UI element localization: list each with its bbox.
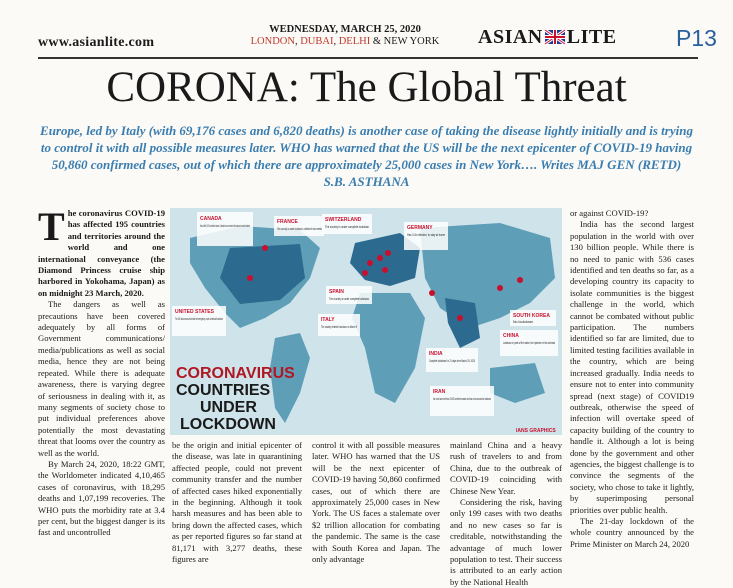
callout-india bbox=[426, 348, 478, 372]
city-new-york: NEW YORK bbox=[383, 36, 440, 47]
svg-text:CANADA: CANADA bbox=[200, 216, 222, 222]
pin-china bbox=[497, 285, 503, 291]
article-column-4 bbox=[450, 440, 562, 587]
svg-text:The country is under lockdown,: The country is under lockdown, confined to two weeks bbox=[277, 227, 323, 231]
svg-text:CHINA: CHINA bbox=[503, 333, 519, 339]
svg-text:SOUTH KOREA: SOUTH KOREA bbox=[513, 313, 550, 319]
paragraph: be the origin and initial epicenter of the disease, was late in quarantining affected people, could not prevent community transfer and the number of affected cases hiked exponentially in the beginning. Although it took harsh measures and has been able to bring down the affected cases, which as per reported figures so far stand at 81,171 with 3,277 deaths, these figures are bbox=[172, 440, 302, 565]
drop-cap: T bbox=[38, 204, 65, 249]
svg-text:Iran now has more than 23,000: Iran now has more than 23,000 confirmed cases and has not announced a lockdown bbox=[433, 397, 492, 401]
svg-text:No lockdown: No lockdown bbox=[513, 320, 534, 324]
deck-standfirst: Europe, led by Italy (with 69,176 cases and 6,820 deaths) is another case of taking the disease lightly initially and is trying to control it with all possible measures later. WHO has warned that the US will be the next epicenter of COVID-19 having 50,860 confirmed cases, out of which there are approximately 25,000 cases in New York…. Writes MAJ GEN (RETD) S.B. ASTHANA bbox=[40, 123, 693, 189]
svg-text:Has a little 1,500 confirmed c: Has a little 1,500 confirmed cases, Canada has now closed its borders to most travellers bbox=[200, 224, 251, 228]
paragraph: or against COVID-19? bbox=[570, 208, 649, 218]
lede-paragraph: he coronavirus COVID-19 has affected 195 countries and territories around the world and one international conveyance (the Diamond Princess cruise ship harbored in Yokohama, Japan) as on midnight 23 March, 2020. bbox=[38, 208, 165, 298]
issue-date: WEDNESDAY, MARCH 25, 2020 bbox=[269, 24, 421, 35]
pin-france bbox=[367, 260, 373, 266]
paragraph: mainland China and a heavy rush of travelers to and from China, due to the outbreak of COVID-19 coinciding with Chinese New Year. bbox=[450, 440, 562, 496]
svg-text:The country is under complete: The country is under complete lockdown bbox=[325, 225, 370, 229]
pin-canada bbox=[262, 245, 268, 251]
svg-text:ITALY: ITALY bbox=[321, 317, 335, 323]
header-rule bbox=[38, 57, 698, 59]
edition-cities: LONDON, DUBAI, DELHI & NEW YORK bbox=[250, 36, 440, 47]
paragraph: control it with all possible measures later. WHO has warned that the US will be the next epicenter of COVID-19 having 50,860 confirmed cases, out of which there are approximately 25,000 cases in New York. The US faces a stalemate over $2 trillion allocation for combating the pandemic. The same is the case with South Korea and Japan. The only advantage bbox=[312, 440, 440, 565]
brand-right: LITE bbox=[566, 26, 617, 48]
callout-united-states bbox=[172, 306, 226, 336]
article-column-1 bbox=[38, 204, 165, 580]
dateline bbox=[220, 24, 470, 48]
callout-france bbox=[274, 216, 324, 236]
svg-text:The US has announced a state o: The US has announced a state of emergency, under a national lockdown bbox=[175, 317, 224, 321]
map-title-line-2: COUNTRIES bbox=[176, 382, 271, 399]
lockdown-map-graphic bbox=[170, 208, 562, 435]
map-title-line-1: CORONAVIRUS bbox=[176, 365, 295, 382]
pin-italy bbox=[382, 267, 388, 273]
svg-text:INDIA: INDIA bbox=[429, 351, 443, 357]
graphic-credit: IANS GRAPHICS bbox=[516, 428, 556, 434]
svg-text:The country entered lockdown o: The country entered lockdown on March 9 bbox=[321, 325, 358, 329]
callout-italy bbox=[318, 314, 360, 336]
svg-text:Has 3.1k infected, to stay at: Has 3.1k infected, to stay at home bbox=[407, 233, 446, 237]
map-title-line-3: UNDER bbox=[200, 399, 257, 416]
pin-spain bbox=[362, 270, 368, 276]
callout-china bbox=[500, 330, 558, 356]
pin-south-korea bbox=[517, 277, 523, 283]
callout-canada bbox=[197, 212, 253, 246]
paragraph: India has the second largest population in the world with over 130 billion people. While there is no need to panic with 536 cases identified and ten deaths so far, as a developing country its capacity to isolate communities is the biggest challenge in the world, which cannot be combated without public participation. The numbers identified so far are limited, due to limited testing facilities available in the country, which are being increased gradually. India needs to ensure not to enter into community spread (next stage) of COVID19 outbreak, otherwise the speed of infection will overtake speed of capacity building of the country to handle it. Although a lot is being done by the government and other agencies, the biggest challenge is to convince the segments of the society, who chose to take it lightly, by superimposing personal priorities over public health. bbox=[570, 219, 694, 515]
union-flag-icon bbox=[545, 30, 565, 44]
paragraph: By March 24, 2020, 18:22 GMT, the Worldometer indicated 4,10,465 cases of coronavirus, with 18,295 deaths and 1,07,199 recoveries. The WHO puts the morbidity rate at 3.4 per cent, but the biggest danger is its fast and uncontrolled bbox=[38, 458, 165, 538]
brand-left: ASIAN bbox=[478, 26, 543, 48]
pin-iran bbox=[429, 290, 435, 296]
pin-us bbox=[247, 275, 253, 281]
map-title-line-4: LOCKDOWN bbox=[180, 416, 276, 433]
svg-text:FRANCE: FRANCE bbox=[277, 219, 298, 225]
pin-germany bbox=[385, 250, 391, 256]
city-dubai: DUBAI bbox=[300, 36, 334, 47]
svg-text:UNITED STATES: UNITED STATES bbox=[175, 309, 214, 315]
paragraph: Considering the risk, having only 199 cases with two deaths and no new cases so far is creditable, notwithstanding the advantage of much lower population to test. Their success is attributed to an early action by the National Health bbox=[450, 497, 562, 587]
article-column-5 bbox=[570, 208, 694, 580]
headline: CORONA: The Global Threat bbox=[106, 64, 627, 111]
callout-spain bbox=[326, 286, 372, 304]
pin-india bbox=[457, 315, 463, 321]
article-column-2 bbox=[172, 440, 302, 580]
callout-germany bbox=[404, 222, 448, 250]
site-url[interactable]: www.asianlite.com bbox=[38, 35, 155, 50]
svg-text:GERMANY: GERMANY bbox=[407, 225, 433, 231]
svg-text:SWITZERLAND: SWITZERLAND bbox=[325, 217, 362, 223]
city-london: LONDON bbox=[250, 36, 295, 47]
article-column-3 bbox=[312, 440, 440, 580]
callout-switzerland bbox=[322, 214, 372, 234]
svg-text:IRAN: IRAN bbox=[433, 389, 446, 395]
paragraph: The 21-day lockdown of the whole country announced by the Prime Minister on March 24, 2020 bbox=[570, 515, 694, 549]
city-delhi: DELHI bbox=[338, 36, 371, 47]
page-number: P13 bbox=[676, 25, 717, 51]
callout-south-korea bbox=[510, 310, 556, 326]
svg-text:The country is under complete: The country is under complete lockdown bbox=[329, 297, 370, 301]
svg-text:SPAIN: SPAIN bbox=[329, 289, 344, 295]
paragraph: The dangers as well as precautions have been covered adequately by all forms of Government communications/ media/publications as well as social media, hence they are not being repeated. While there is adequate awareness, there is varying degree of seriousness in dealing with it, as many segments of society chose to put individual preferences above potentially the most devastating threat that looms over the country as well as the world. bbox=[38, 299, 165, 458]
pin-switzerland bbox=[377, 255, 383, 261]
svg-text:Complete lockdown for 21 days: Complete lockdown for 21 days from March 25, 2020 bbox=[429, 359, 476, 363]
masthead-logo bbox=[478, 26, 617, 49]
callout-iran bbox=[430, 386, 494, 416]
svg-text:Lockdown in parts of the natio: Lockdown in parts of the nation, the epicentre of the outbreak bbox=[503, 341, 556, 345]
